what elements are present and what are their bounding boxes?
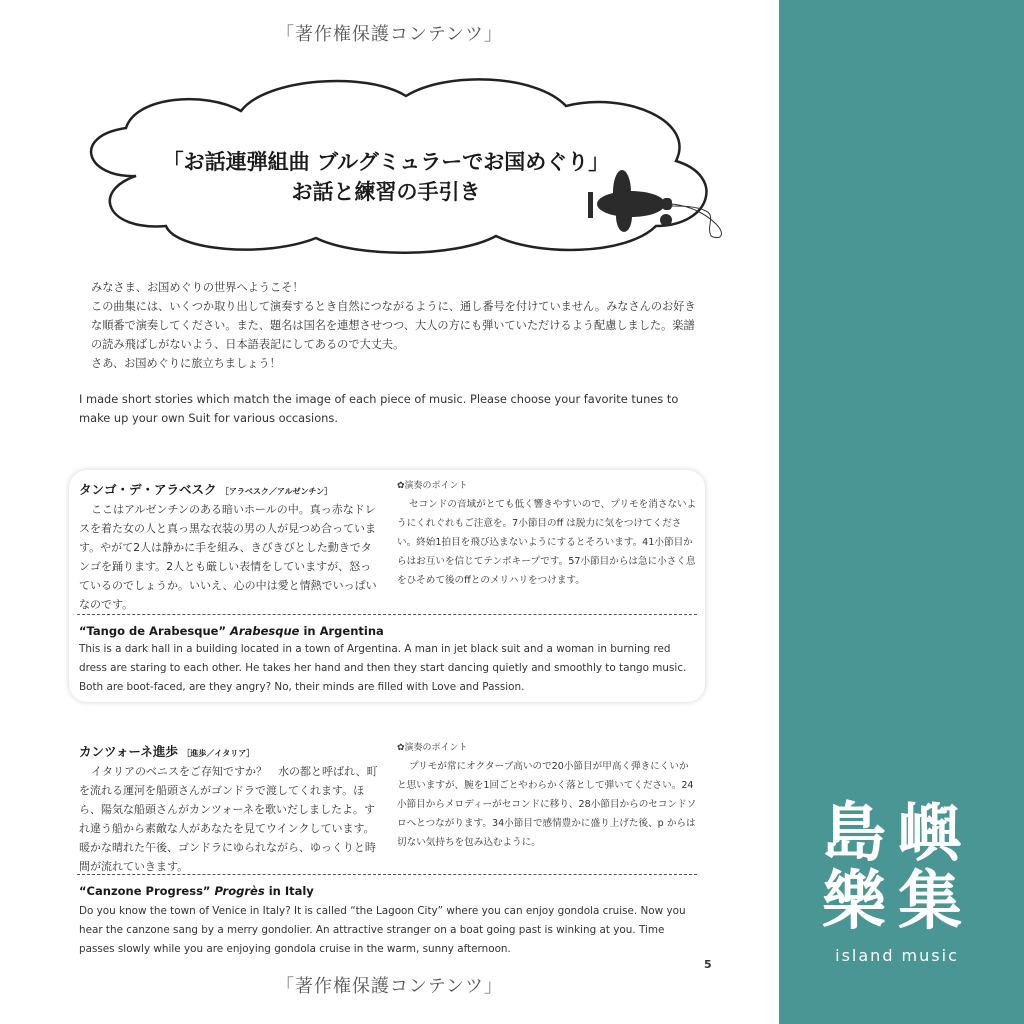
piece-section-canzone bbox=[69, 732, 705, 962]
logo-english-text: island music bbox=[835, 946, 959, 965]
piece-japanese-title bbox=[79, 480, 379, 498]
performance-points-column bbox=[397, 740, 697, 852]
logo-characters bbox=[822, 797, 982, 939]
piece-english-story: This is a dark hall in a building located in a town of Argentina. A man in jet black suit and a woman in burning red dress are staring to each other. He takes her hand and then they start dancing quietly and smoothly to tango music. Both are boot-faced, are they angry? No, their minds are filled with Love and Passion. bbox=[79, 643, 687, 693]
piece-japanese-column bbox=[79, 480, 379, 614]
dashed-divider bbox=[77, 874, 697, 875]
title-japanese-main: 「お話連弾組曲 ブルグミュラーでお国めぐり」 bbox=[162, 150, 610, 174]
performance-points-text: プリモが常にオクターブ高いので20小節目が甲高く弾きにくいかと思いますが、腕を1回ごとやわらかく落として弾いてください。24小節目からメロディーがセコンドに移り、28小節目からのセコンドソロへとつながります。34小節目で感情豊かに盛り上げた後、p からは切ない気持ちを包み込むように。 bbox=[397, 761, 697, 848]
english-title-part-3: in Italy bbox=[264, 884, 314, 898]
english-title-part-1: “Tango de Arabesque” bbox=[79, 624, 231, 638]
logo-char-4: 集 bbox=[898, 865, 974, 939]
english-title-part-3: in Argentina bbox=[299, 624, 384, 638]
english-title-part-1: “Canzone Progress” bbox=[79, 884, 215, 898]
piece-japanese-title bbox=[79, 742, 379, 760]
piece-subtitle-text: ［アラベスク／アルゼンチン］ bbox=[220, 487, 333, 496]
intro-japanese bbox=[79, 278, 699, 373]
logo-char-2: 嶼 bbox=[898, 797, 974, 871]
piece-english-title bbox=[79, 884, 314, 898]
intro-paragraph-1: みなさま、お国めぐりの世界へようこそ！ bbox=[91, 281, 304, 294]
title-cloud bbox=[66, 66, 736, 256]
english-title-italic: Progrès bbox=[214, 884, 265, 898]
piece-japanese-story: ここはアルゼンチンのある暗いホールの中。真っ赤なドレスを着た女の人と真っ黒な衣装の男の人が見つめ合っています。やがて2人は静かに手を組み、きびきびとした動きでタンゴを踊ります。2人とも厳しい表情をしていますが、怒っているのでしょうか。いいえ、心の中は愛と情熱でいっぱいなのです。 bbox=[79, 503, 377, 611]
logo-char-3: 樂 bbox=[822, 865, 898, 939]
intro-paragraph-3: さあ、お国めぐりに旅立ちましょう！ bbox=[91, 357, 281, 370]
performance-points-column bbox=[397, 478, 697, 590]
piece-english-story: Do you know the town of Venice in Italy? It is called “the Lagoon City” where you can enjoy gondola cruise. Now you hear the canzone sang by a merry gondolier. An attractive stranger on a boat going past is winking at you. Time passes slowly while you are enjoying gondola cruise in the warm, sunny afternoon. bbox=[79, 905, 686, 955]
piece-japanese-column bbox=[79, 742, 379, 876]
island-music-logo bbox=[822, 797, 982, 965]
intro-paragraph-2: この曲集には、いくつか取り出して演奏するとき自然につながるように、通し番号を付けていません。みなさんのお好きな順番で演奏してください。また、題名は国名を連想させつつ、大人の方にも弾いていただけるよう配慮しました。楽譜の読み飛ばしがないよう、日本語表記にしてあるので大丈夫。 bbox=[91, 300, 696, 351]
copyright-watermark-top: 「著作権保護コンテンツ」 bbox=[275, 24, 504, 45]
piece-subtitle-text: ［進歩／イタリア］ bbox=[182, 749, 255, 758]
logo-char-1: 島 bbox=[822, 797, 898, 871]
performance-points-heading: ✿演奏のポイント bbox=[397, 481, 468, 491]
intro-english: I made short stories which match the image of each piece of music. Please choose your favorite tunes to make up your own Suit for various occasions. bbox=[79, 392, 679, 425]
piece-english-title bbox=[79, 624, 384, 638]
page-number: 5 bbox=[704, 958, 712, 971]
english-title-italic: Arabesque bbox=[230, 624, 300, 638]
piece-title-text: タンゴ・デ・アラベスク bbox=[79, 482, 217, 497]
piece-title-text: カンツォーネ進歩 bbox=[79, 744, 178, 759]
piece-section-tango bbox=[69, 470, 705, 702]
performance-points-text: セコンドの音域がとても低く響きやすいので、プリモを消さないようにくれぐれもご注意を。7小節目のff は脱力に気をつけてください。終始1拍目を飛び込まないようにするとそろいます。41小節目からはお互いを信じてテンポキープです。57小節目からは急に小さく息をひそめて後のffとのメリハリをつけます。 bbox=[397, 499, 697, 586]
dashed-divider bbox=[77, 614, 697, 615]
performance-points-heading: ✿演奏のポイント bbox=[397, 743, 468, 753]
piece-japanese-story: イタリアのベニスをご存知ですか？ 水の都と呼ばれ、町を流れる運河を船頭さんがゴンドラで渡してくれます。ほら、陽気な船頭さんがカンツォーネを歌いだしましたよ。すれ違う船から素敵な人があなたを見てウインクしています。暖かな晴れた午後、ゴンドラにゆられながら、ゆっくりと時間が流れていきます。 bbox=[79, 765, 378, 873]
title-japanese-sub: お話と練習の手引き bbox=[291, 180, 481, 204]
copyright-watermark-bottom: 「著作権保護コンテンツ」 bbox=[275, 976, 504, 997]
